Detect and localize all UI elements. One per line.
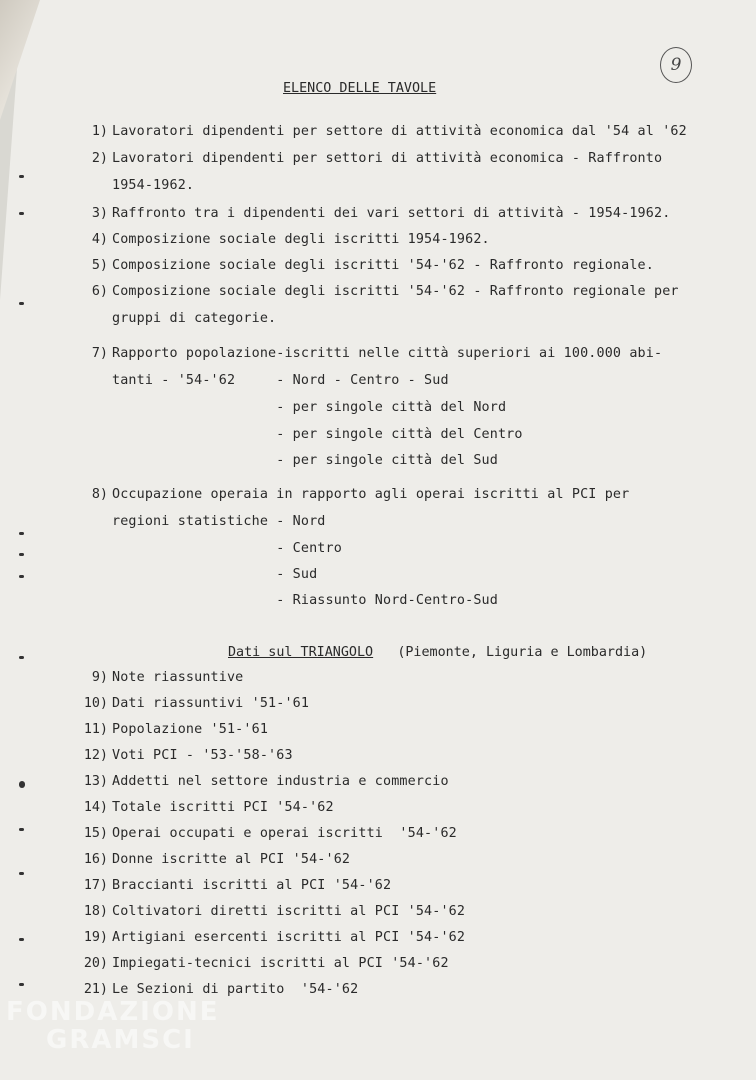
item-text: Le Sezioni di partito '54-'62	[112, 982, 359, 997]
item-text: Donne iscritte al PCI '54-'62	[112, 852, 351, 867]
margin-mark	[19, 212, 24, 215]
item-text: Composizione sociale degli iscritti 1954-1962.	[112, 232, 490, 247]
item-text: - per singole città del Centro	[112, 427, 523, 442]
document-title: ELENCO DELLE TAVOLE	[283, 81, 437, 96]
item-text: Coltivatori diretti iscritti al PCI '54-'62	[112, 904, 466, 919]
margin-mark	[19, 532, 24, 535]
watermark-line-1: FONDAZIONE	[6, 997, 220, 1027]
item-number: 2)	[91, 151, 108, 166]
margin-mark	[19, 828, 24, 831]
item-text: regioni statistiche - Nord	[112, 514, 326, 529]
margin-mark	[19, 781, 25, 788]
margin-mark	[19, 938, 24, 941]
item-text: - Riassunto Nord-Centro-Sud	[112, 593, 498, 608]
margin-mark	[19, 553, 24, 556]
section-subtitle: (Piemonte, Liguria e Lombardia)	[397, 645, 648, 660]
item-text: - Centro	[112, 541, 342, 556]
item-text: Popolazione '51-'61	[112, 722, 269, 737]
item-text: 1954-1962.	[112, 178, 195, 193]
item-number: 13)	[83, 774, 108, 789]
item-number: 15)	[83, 826, 108, 841]
item-text: Composizione sociale degli iscritti '54-'62 - Raffronto regionale.	[112, 258, 654, 273]
item-number: 4)	[91, 232, 108, 247]
watermark-line-2: GRAMSCI	[46, 1025, 195, 1055]
item-text: - Sud	[112, 567, 318, 582]
item-text: Rapporto popolazione-iscritti nelle città superiori ai 100.000 abi-	[112, 346, 663, 361]
margin-mark	[19, 575, 24, 578]
item-text: gruppi di categorie.	[112, 311, 277, 326]
item-text: tanti - '54-'62 - Nord - Centro - Sud	[112, 373, 449, 388]
item-number: 14)	[83, 800, 108, 815]
item-number: 21)	[83, 982, 108, 997]
item-number: 10)	[83, 696, 108, 711]
margin-mark	[19, 983, 24, 986]
item-text: Artigiani esercenti iscritti al PCI '54-'62	[112, 930, 466, 945]
item-text: Raffronto tra i dipendenti dei vari settori di attività - 1954-1962.	[112, 206, 671, 221]
item-text: Dati riassuntivi '51-'61	[112, 696, 310, 711]
item-number: 19)	[83, 930, 108, 945]
item-number: 3)	[91, 206, 108, 221]
item-number: 9)	[91, 670, 108, 685]
item-number: 12)	[83, 748, 108, 763]
item-text: - per singole città del Sud	[112, 453, 498, 468]
item-number: 1)	[91, 124, 108, 139]
item-text: Impiegati-tecnici iscritti al PCI '54-'62	[112, 956, 449, 971]
item-number: 18)	[83, 904, 108, 919]
section-title: Dati sul TRIANGOLO	[228, 645, 374, 660]
item-text: Lavoratori dipendenti per settore di attività economica dal '54 al '62	[112, 124, 687, 139]
item-text: Addetti nel settore industria e commercio	[112, 774, 449, 789]
item-number: 6)	[91, 284, 108, 299]
section-heading	[228, 645, 647, 660]
item-number: 8)	[91, 487, 108, 502]
margin-mark	[19, 175, 24, 178]
item-text: Voti PCI - '53-'58-'63	[112, 748, 293, 763]
margin-mark	[19, 872, 24, 875]
item-number: 7)	[91, 346, 108, 361]
item-text: Braccianti iscritti al PCI '54-'62	[112, 878, 392, 893]
item-text: Note riassuntive	[112, 670, 244, 685]
item-text: Totale iscritti PCI '54-'62	[112, 800, 334, 815]
item-text: Operai occupati e operai iscritti '54-'62	[112, 826, 457, 841]
item-text: Lavoratori dipendenti per settori di attività economica - Raffronto	[112, 151, 663, 166]
item-number: 11)	[83, 722, 108, 737]
margin-mark	[19, 656, 24, 659]
item-number: 16)	[83, 852, 108, 867]
watermark	[6, 998, 219, 1054]
item-number: 5)	[91, 258, 108, 273]
page-number: 9	[660, 47, 692, 83]
item-text: - per singole città del Nord	[112, 400, 507, 415]
item-text: Occupazione operaia in rapporto agli operai iscritti al PCI per	[112, 487, 630, 502]
item-text: Composizione sociale degli iscritti '54-'62 - Raffronto regionale per	[112, 284, 679, 299]
item-number: 20)	[83, 956, 108, 971]
margin-mark	[19, 302, 24, 305]
item-number: 17)	[83, 878, 108, 893]
